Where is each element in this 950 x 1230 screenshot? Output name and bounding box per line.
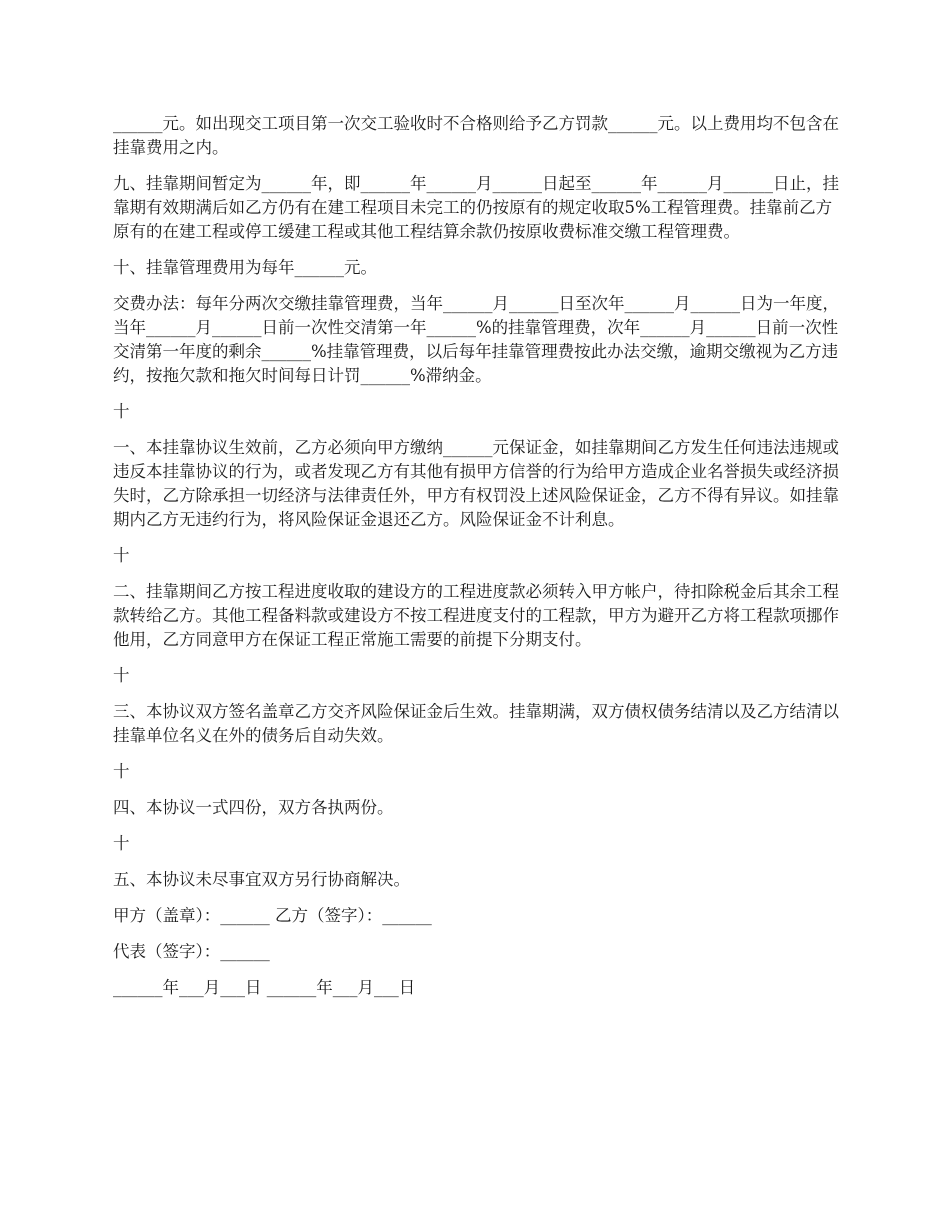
paragraph-marker: 十 [113, 666, 130, 685]
representative-line: 代表（签字）：______ [113, 942, 270, 961]
date-line: ______年___月___日 ______年___月___日 [113, 978, 416, 997]
paragraph-clause-12: 二、挂靠期间乙方按工程进度收取的建设方的工程进度款必须转入甲方帐户，待扣除税金后其余工程款转给乙方。其他工程备料款或建设方不按工程进度支付的工程款，甲方为避开乙方将工程款项挪作他用，乙方同意甲方在保证工程正常施工需要的前提下分期支付。 [113, 582, 839, 649]
paragraph-marker: 十 [113, 762, 130, 781]
paragraph-payment-method: 交费办法：每年分两次交缴挂靠管理费，当年______月______日至次年______月______日为一年度，当年______月______日前一次性交清第一年______%的挂靠管理费，次年______月______日前一次性交清第一年度的剩余______%挂靠管理费，以后每年挂靠管理费按此办法交缴，逾期交缴视为乙方违约，按拖欠款和拖欠时间每日计罚______%滞纳金。 [113, 294, 839, 385]
paragraph-clause-11: 一、本挂靠协议生效前，乙方必须向甲方缴纳______元保证金，如挂靠期间乙方发生任何违法违规或违反本挂靠协议的行为，或者发现乙方有其他有损甲方信誉的行为给甲方造成企业名誉损失或经济损失时，乙方除承担一切经济与法律责任外，甲方有权罚没上述风险保证金，乙方不得有异议。如挂靠期内乙方无违约行为，将风险保证金退还乙方。风险保证金不计利息。 [113, 438, 839, 529]
paragraph-clause-10: 十、挂靠管理费用为每年______元。 [113, 258, 377, 277]
document-body [113, 112, 841, 1012]
paragraph-marker: 十 [113, 402, 130, 421]
paragraph-clause-9: 九、挂靠期间暂定为______年，即______年______月______日起至______年______月______日止，挂靠期有效期满后如乙方仍有在建工程项目未完工的仍按原有的规定收取5%工程管理费。挂靠前乙方原有的在建工程或停工缓建工程或其他工程结算余款仍按原收费标准交缴工程管理费。 [113, 174, 839, 241]
paragraph-clause-13: 三、本协议双方签名盖章乙方交齐风险保证金后生效。挂靠期满，双方债权债务结清以及乙方结清以挂靠单位名义在外的债务后自动失效。 [113, 702, 839, 745]
paragraph-marker: 十 [113, 834, 130, 853]
paragraph-marker: 十 [113, 546, 130, 565]
paragraph-penalty: ______元。如出现交工项目第一次交工验收时不合格则给予乙方罚款______元。以上费用均不包含在挂靠费用之内。 [113, 114, 839, 157]
signature-line: 甲方（盖章）：______ 乙方（签字）：______ [113, 906, 432, 925]
paragraph-clause-14: 四、本协议一式四份，双方各执两份。 [113, 798, 394, 817]
paragraph-clause-15: 五、本协议未尽事宜双方另行协商解决。 [113, 870, 410, 889]
